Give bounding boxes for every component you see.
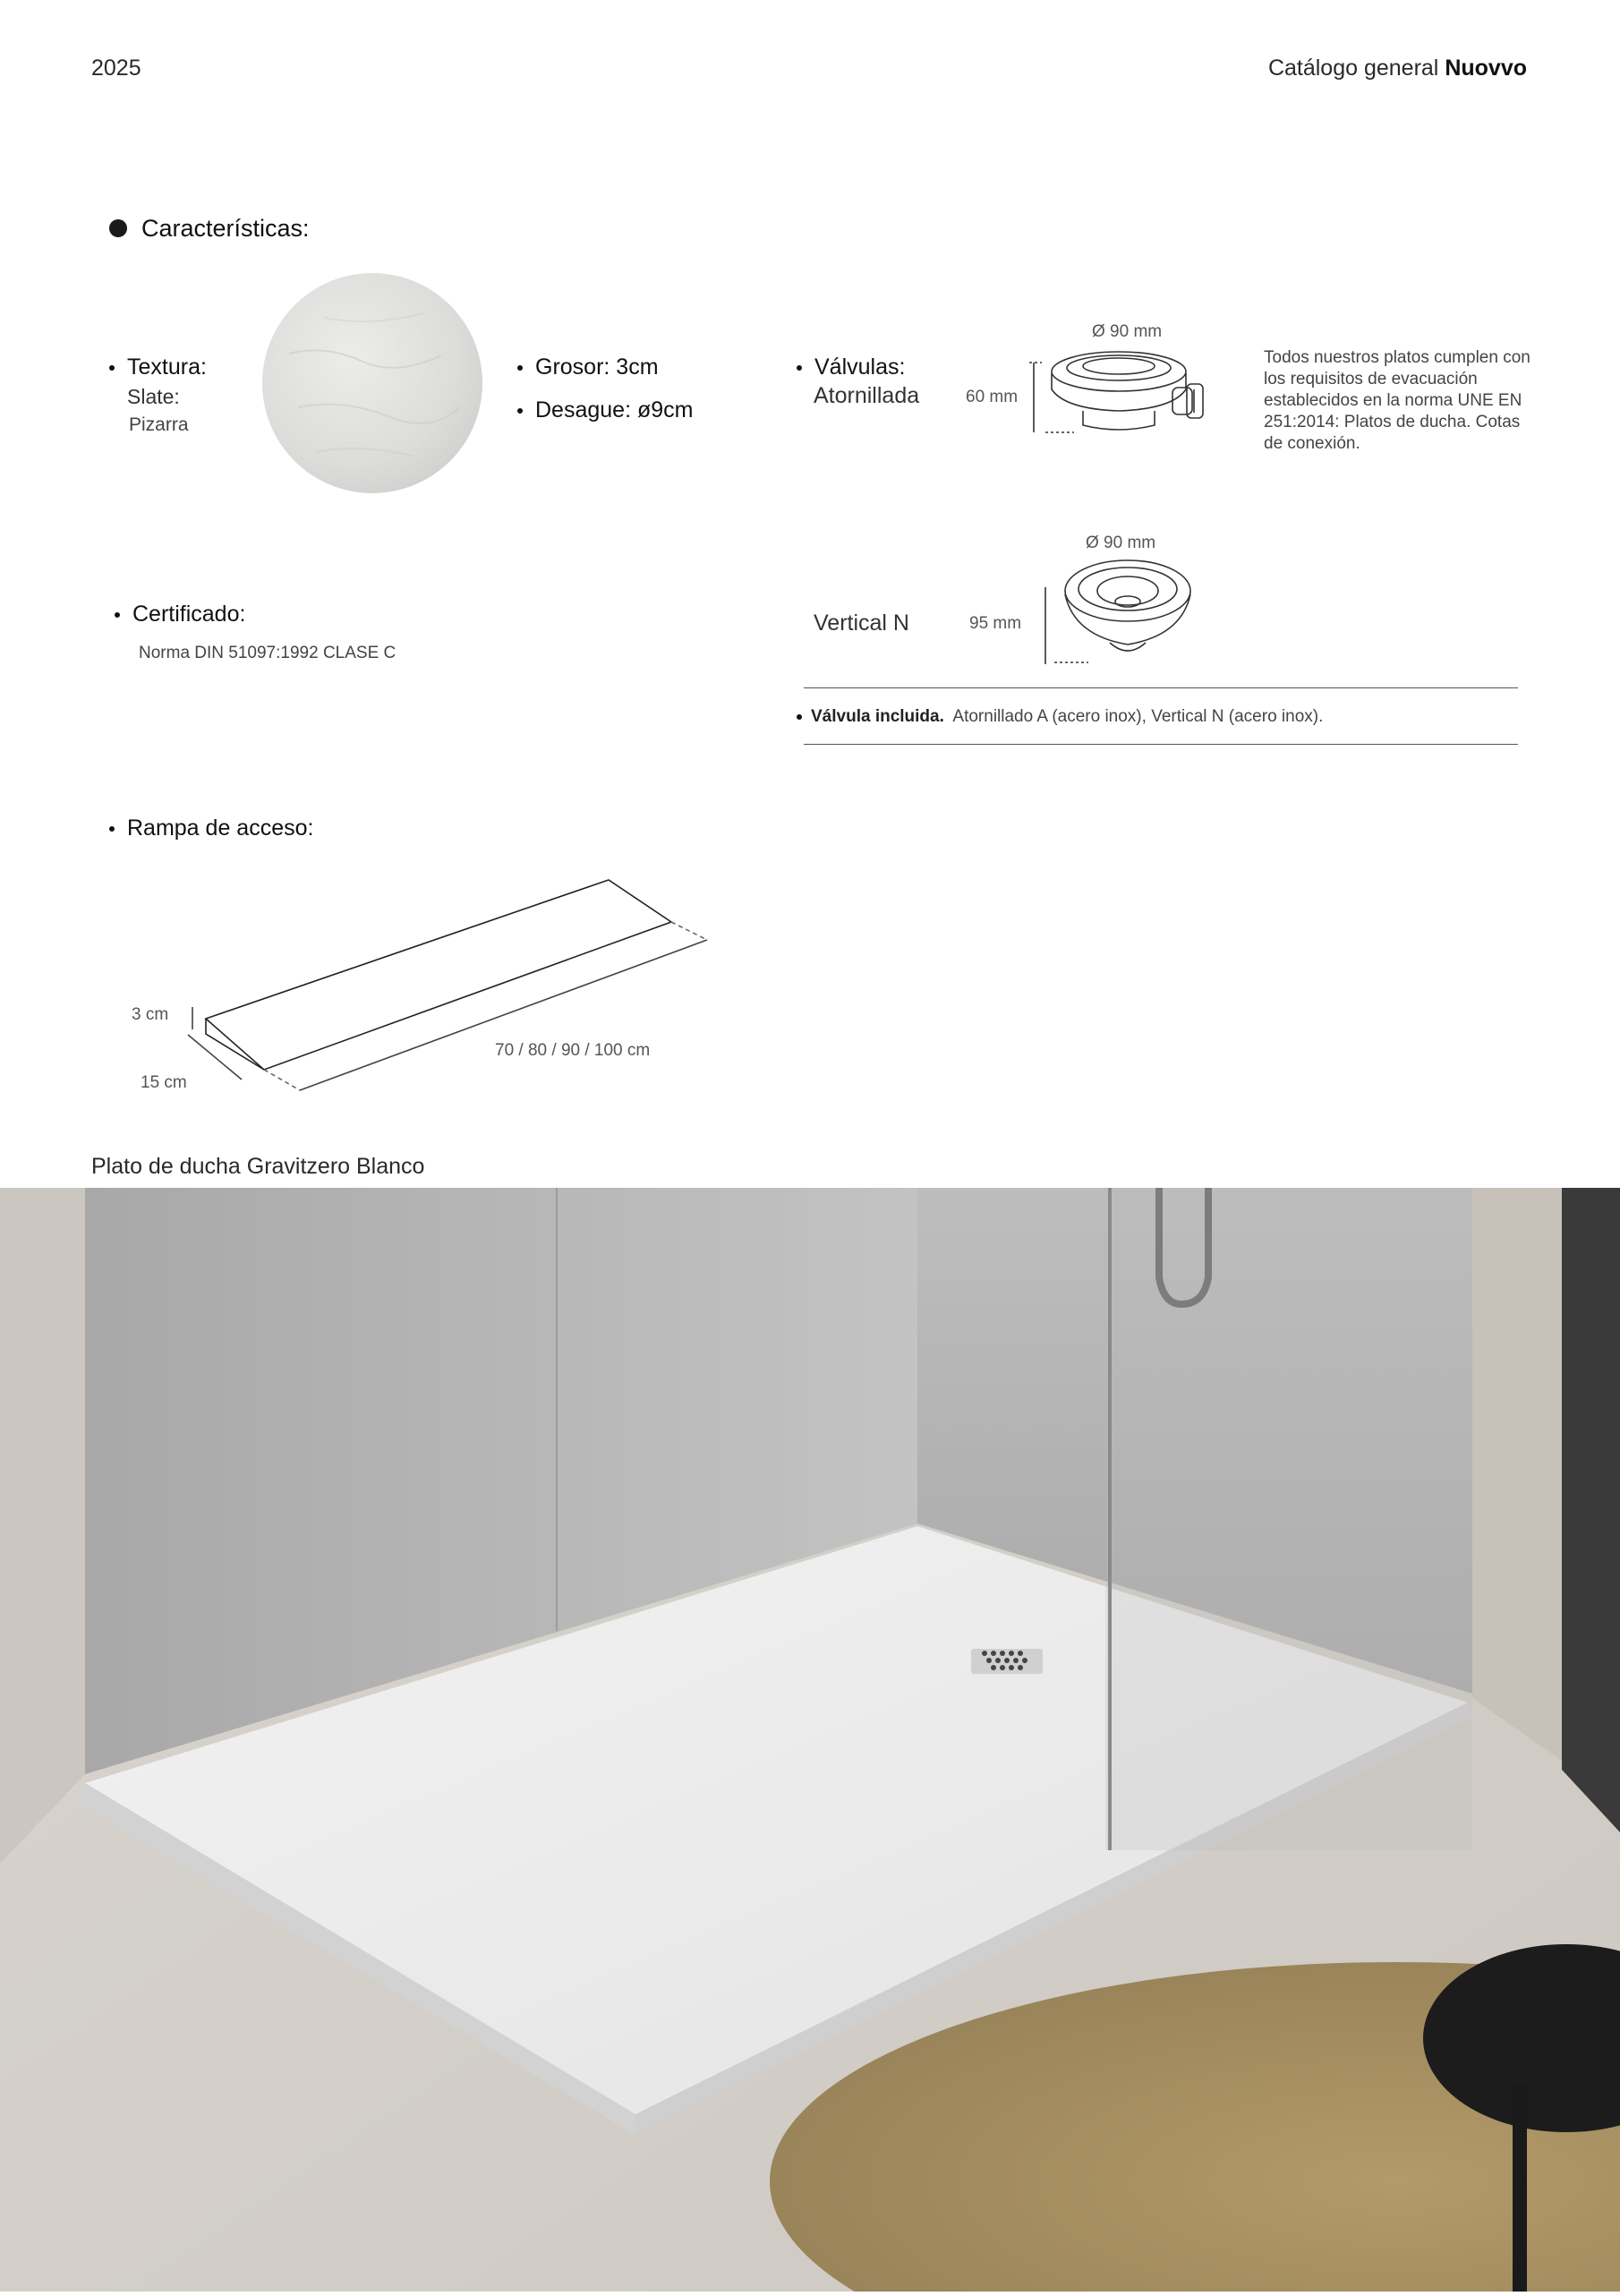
ramp-drawing (125, 868, 716, 1101)
ramp-height: 3 cm (132, 1005, 169, 1024)
slate-texture-swatch (262, 273, 482, 493)
divider-top (804, 687, 1518, 688)
valves-label-text: Válvulas: (814, 354, 906, 380)
ramp-lengths: 70 / 80 / 90 / 100 cm (495, 1041, 651, 1060)
ramp-label (109, 815, 313, 841)
valve-vertical-height: 95 mm (969, 614, 1022, 633)
bullet-icon (517, 408, 523, 414)
catalog-prefix: Catálogo general (1267, 55, 1445, 81)
valve-included-row (797, 707, 1323, 727)
valve-vertical-name: Vertical N (814, 610, 909, 636)
valve-vertical-diameter: Ø 90 mm (1086, 533, 1156, 552)
valves-label (797, 354, 905, 380)
certificate-label-text: Certificado: (132, 602, 246, 627)
screwed-valve-drawing (1029, 345, 1208, 443)
ramp-label-text: Rampa de acceso: (127, 815, 314, 841)
bullet-icon (109, 826, 115, 832)
vertical-valve-drawing (1038, 555, 1199, 667)
valve-screwed-height: 60 mm (966, 388, 1019, 406)
drain-text: Desague: ø9cm (535, 397, 694, 422)
texture-label (109, 354, 207, 380)
divider-bottom (804, 744, 1518, 745)
bullet-icon (797, 714, 802, 720)
photo-caption: Plato de ducha Gravitzero Blanco (91, 1154, 425, 1179)
thickness-spec (517, 354, 659, 380)
valves-compliance-note: Todos nuestros platos cumplen con los requisitos de evacuación establecidos en la norma UNE EN 251:2014: Platos de ducha. Cotas de conexión. (1264, 348, 1530, 453)
features-title-text: Características: (141, 215, 310, 242)
texture-name: Slate: (127, 385, 180, 408)
valve-screwed-diameter: Ø 90 mm (1092, 322, 1163, 341)
features-title (109, 215, 310, 243)
valve-included-text: Atornillado A (acero inox), Vertical N (acero inox). (952, 707, 1324, 726)
texture-label-text: Textura: (127, 354, 207, 380)
valve-screwed-name: Atornillada (814, 383, 920, 408)
bullet-icon (115, 612, 120, 618)
thickness-text: Grosor: 3cm (535, 354, 659, 380)
ramp-depth: 15 cm (141, 1073, 187, 1092)
certificate-label (115, 602, 245, 627)
certificate-value: Norma DIN 51097:1992 CLASE C (139, 644, 396, 662)
bullet-icon (517, 365, 523, 371)
page-year: 2025 (91, 55, 141, 81)
drain-spec (517, 397, 693, 423)
bullet-icon (109, 365, 115, 371)
bullet-icon (109, 219, 127, 237)
catalog-brand: Nuovvo (1445, 55, 1527, 81)
catalog-title (1268, 55, 1527, 81)
bullet-icon (797, 365, 802, 371)
valve-included-label: Válvula incluida. (811, 707, 944, 726)
shower-tray-photo (0, 1188, 1620, 2292)
texture-sub: Pizarra (129, 414, 189, 435)
